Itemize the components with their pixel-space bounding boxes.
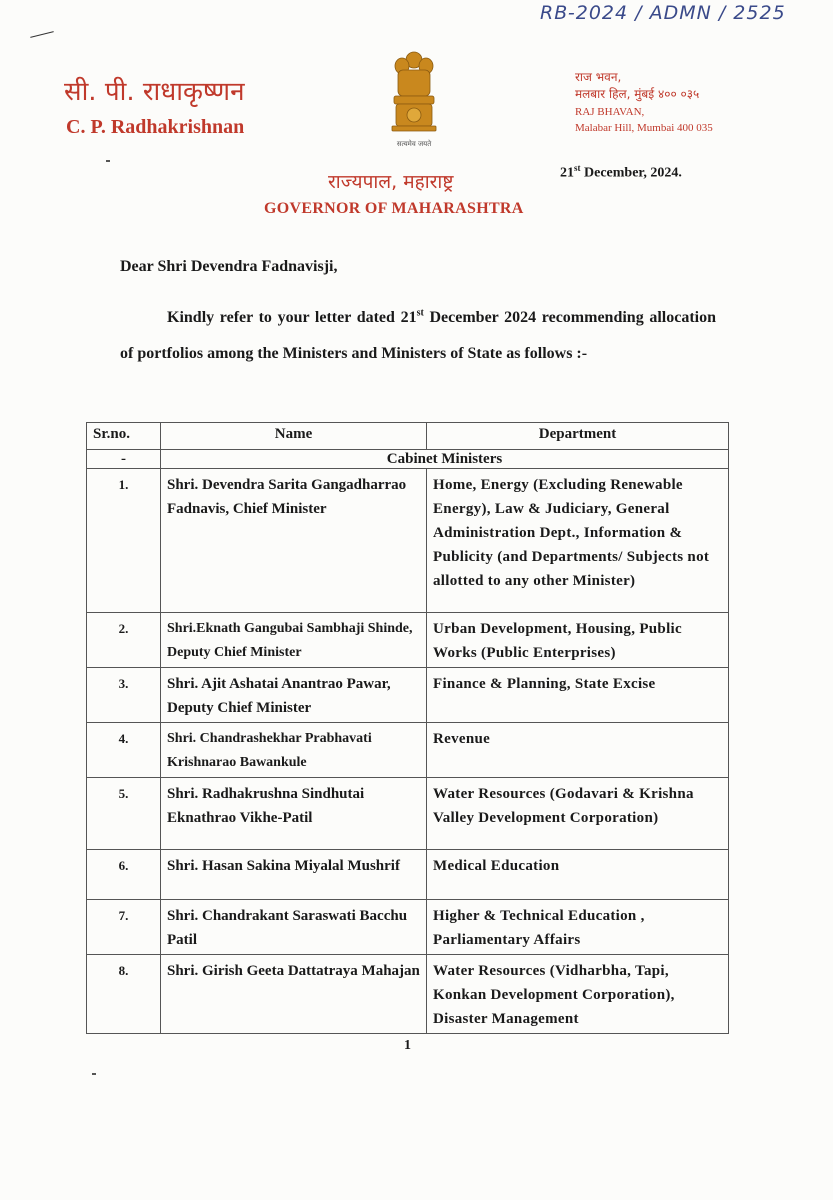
address-english-line2: Malabar Hill, Mumbai 400 035 <box>575 122 713 134</box>
section-row <box>87 450 729 469</box>
emblem-motto: सत्यमेव जयते <box>396 140 432 148</box>
section-dash: - <box>87 450 161 469</box>
row-department: Revenue <box>427 723 729 778</box>
letter-date: 21st December, 2024. <box>560 163 682 181</box>
row-sr: 6. <box>87 850 161 900</box>
sender-name-hindi: सी. पी. राधाकृष्णन <box>64 77 245 107</box>
row-name: Shri. Chandrashekhar Prabhavati Krishnarao Bawankule <box>161 723 427 778</box>
row-sr: 5. <box>87 778 161 850</box>
row-name: Shri. Hasan Sakina Miyalal Mushrif <box>161 850 427 900</box>
portfolio-table <box>86 422 729 1034</box>
table-row <box>87 613 729 668</box>
table-row <box>87 723 729 778</box>
row-department: Higher & Technical Education , Parliamentary Affairs <box>427 900 729 955</box>
stray-mark <box>106 160 110 162</box>
row-name: Shri. Ajit Ashatai Anantrao Pawar, Deputy Chief Minister <box>161 668 427 723</box>
row-name: Shri. Radhakrushna Sindhutai Eknathrao Vikhe-Patil <box>161 778 427 850</box>
row-sr: 8. <box>87 955 161 1034</box>
row-name: Shri. Girish Geeta Dattatraya Mahajan <box>161 955 427 1034</box>
state-emblem-icon <box>384 48 444 140</box>
office-title-hindi: राज्यपाल, महाराष्ट्र <box>328 171 454 193</box>
page-number: 1 <box>404 1038 411 1053</box>
address-hindi-line2: मलबार हिल, मुंबई ४०० ०३५ <box>575 87 700 101</box>
row-sr: 1. <box>87 469 161 613</box>
row-sr: 4. <box>87 723 161 778</box>
row-department: Medical Education <box>427 850 729 900</box>
row-department: Urban Development, Housing, Public Works (Public Enterprises) <box>427 613 729 668</box>
body-paragraph: Kindly refer to your letter dated 21st December 2024 recommending allocation of portfolios among the Ministers and Ministers of State as follows :- <box>120 307 717 362</box>
header-department: Department <box>427 423 729 450</box>
table-header-row <box>87 423 729 450</box>
row-name: Shri. Chandrakant Saraswati Bacchu Patil <box>161 900 427 955</box>
row-department: Water Resources (Godavari & Krishna Valley Development Corporation) <box>427 778 729 850</box>
address-hindi-line1: राज भवन, <box>575 70 622 84</box>
pen-mark <box>30 31 54 38</box>
address-english-line1: RAJ BHAVAN, <box>575 106 645 118</box>
handwritten-reference-number: RB-2024 / ADMN / 2525 <box>540 2 786 24</box>
table-row <box>87 900 729 955</box>
row-department: Home, Energy (Excluding Renewable Energy), Law & Judiciary, General Administration Dept., Information & Publicity (and Departments/ Subjects not allotted to any other Minister) <box>427 469 729 613</box>
row-name: Shri.Eknath Gangubai Sambhaji Shinde, Deputy Chief Minister <box>161 613 427 668</box>
table-row <box>87 668 729 723</box>
header-sr-no: Sr.no. <box>87 423 161 450</box>
table-row <box>87 778 729 850</box>
table-row <box>87 469 729 613</box>
row-name: Shri. Devendra Sarita Gangadharrao Fadnavis, Chief Minister <box>161 469 427 613</box>
header-name: Name <box>161 423 427 450</box>
row-sr: 2. <box>87 613 161 668</box>
table-row <box>87 850 729 900</box>
row-department: Water Resources (Vidharbha, Tapi, Konkan Development Corporation), Disaster Management <box>427 955 729 1034</box>
table-row <box>87 955 729 1034</box>
stray-mark <box>92 1073 96 1075</box>
row-department: Finance & Planning, State Excise <box>427 668 729 723</box>
row-sr: 3. <box>87 668 161 723</box>
section-title: Cabinet Ministers <box>161 450 729 469</box>
office-title-english: GOVERNOR OF MAHARASHTRA <box>264 200 524 217</box>
salutation: Dear Shri Devendra Fadnavisji, <box>120 258 338 275</box>
sender-name-english: C. P. Radhakrishnan <box>66 116 245 138</box>
row-sr: 7. <box>87 900 161 955</box>
